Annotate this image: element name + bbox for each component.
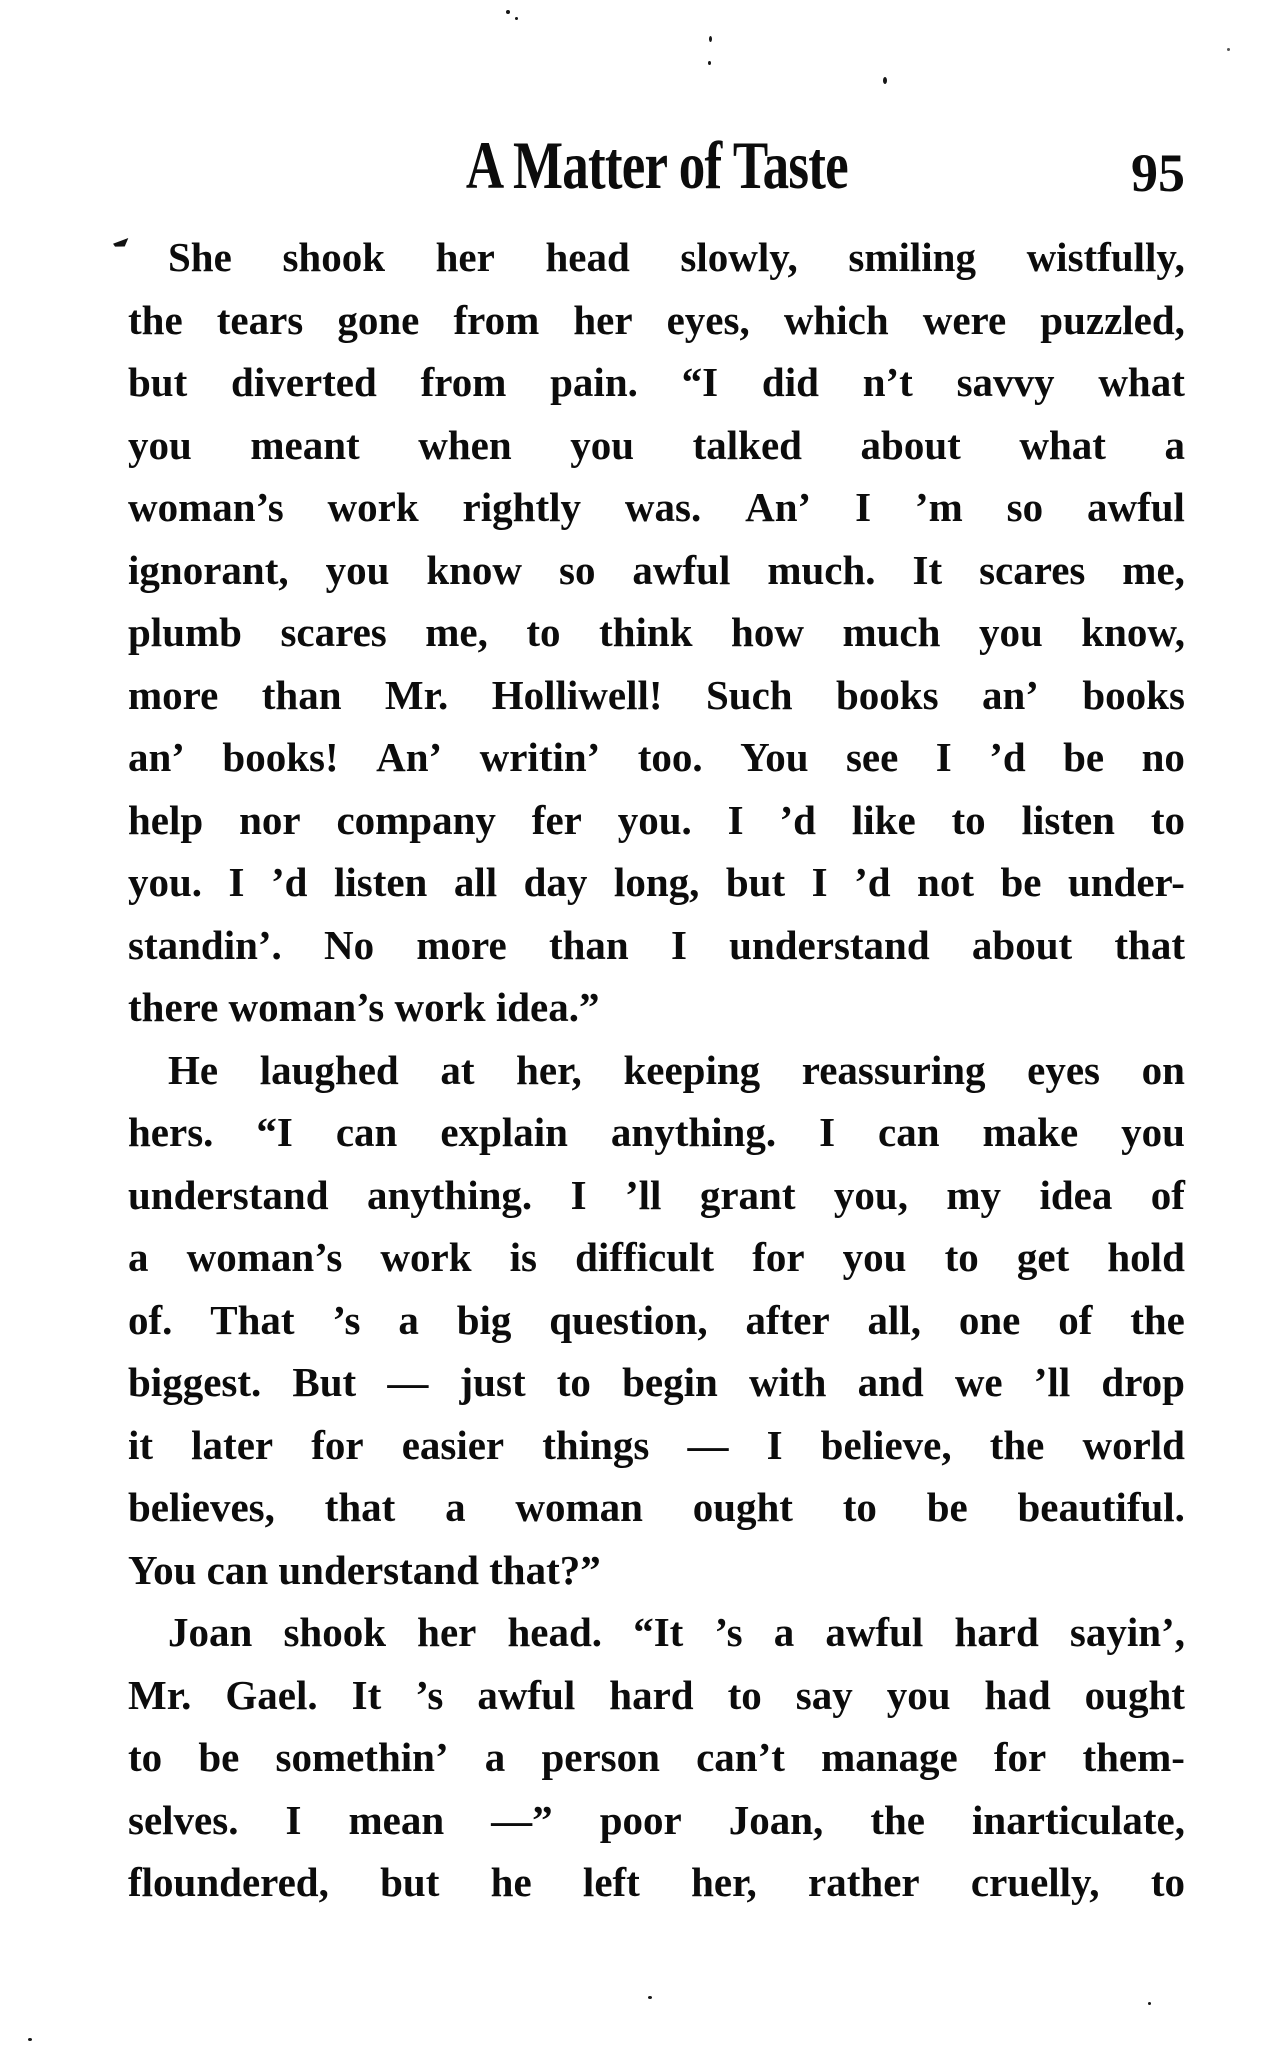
scan-speck bbox=[515, 17, 518, 20]
text-line: help nor company fer you. I ’d like to listen to bbox=[128, 796, 1185, 843]
text-line: there woman’s work idea.” bbox=[128, 984, 600, 1030]
text-line: You can understand that?” bbox=[128, 1546, 601, 1593]
text-line: Mr. Gael. It ’s awful hard to say you had ought bbox=[128, 1671, 1185, 1718]
text-line: selves. I mean —” poor Joan, the inarticulate, bbox=[128, 1796, 1185, 1843]
text-line: floundered, but he left her, rather cruelly, to bbox=[128, 1859, 1185, 1905]
scan-speck bbox=[708, 61, 711, 65]
scan-speck bbox=[28, 2038, 32, 2041]
page-body bbox=[128, 226, 1185, 1914]
text-line: standin’. No more than I understand about that bbox=[128, 921, 1185, 968]
text-line: of. That ’s a big question, after all, one of the bbox=[128, 1296, 1185, 1343]
text-line: Joan shook her head. “It ’s a awful hard sayin’, bbox=[168, 1609, 1185, 1655]
text-line: biggest. But — just to begin with and we ’ll drop bbox=[128, 1359, 1185, 1405]
scan-speck bbox=[709, 36, 712, 42]
text-line: plumb scares me, to think how much you know, bbox=[128, 609, 1185, 655]
text-line: believes, that a woman ought to be beautiful. bbox=[128, 1484, 1185, 1530]
scan-speck bbox=[1148, 2002, 1151, 2005]
scan-speck bbox=[648, 1996, 652, 1999]
text-line: an’ books! An’ writin’ too. You see I ’d be no bbox=[128, 734, 1185, 780]
text-line: the tears gone from her eyes, which were puzzled, bbox=[128, 296, 1185, 343]
text-line: She shook her head slowly, smiling wistfully, bbox=[168, 234, 1185, 280]
scan-speck bbox=[1227, 48, 1230, 51]
running-head bbox=[128, 127, 1185, 203]
text-line: you. I ’d listen all day long, but I ’d not be under- bbox=[128, 859, 1185, 905]
text-line: it later for easier things — I believe, the world bbox=[128, 1421, 1185, 1468]
text-line: to be somethin’ a person can’t manage for them- bbox=[128, 1734, 1185, 1780]
text-line: a woman’s work is difficult for you to get hold bbox=[128, 1234, 1185, 1280]
chapter-title: A Matter of Taste bbox=[465, 127, 848, 203]
text-line: but diverted from pain. “I did n’t savvy what bbox=[128, 359, 1185, 405]
text-line: understand anything. I ’ll grant you, my idea of bbox=[128, 1171, 1185, 1218]
scan-speck bbox=[883, 77, 887, 84]
scan-speck bbox=[506, 10, 510, 14]
page-number: 95 bbox=[1131, 143, 1185, 203]
text-line: woman’s work rightly was. An’ I ’m so awful bbox=[128, 484, 1185, 530]
text-line: you meant when you talked about what a bbox=[128, 421, 1185, 468]
text-line: He laughed at her, keeping reassuring eyes on bbox=[168, 1046, 1185, 1093]
text-line: more than Mr. Holliwell! Such books an’ books bbox=[128, 671, 1185, 718]
text-line: hers. “I can explain anything. I can make you bbox=[128, 1109, 1185, 1155]
text-line: ignorant, you know so awful much. It scares me, bbox=[128, 546, 1185, 593]
scan-speck bbox=[113, 238, 130, 248]
